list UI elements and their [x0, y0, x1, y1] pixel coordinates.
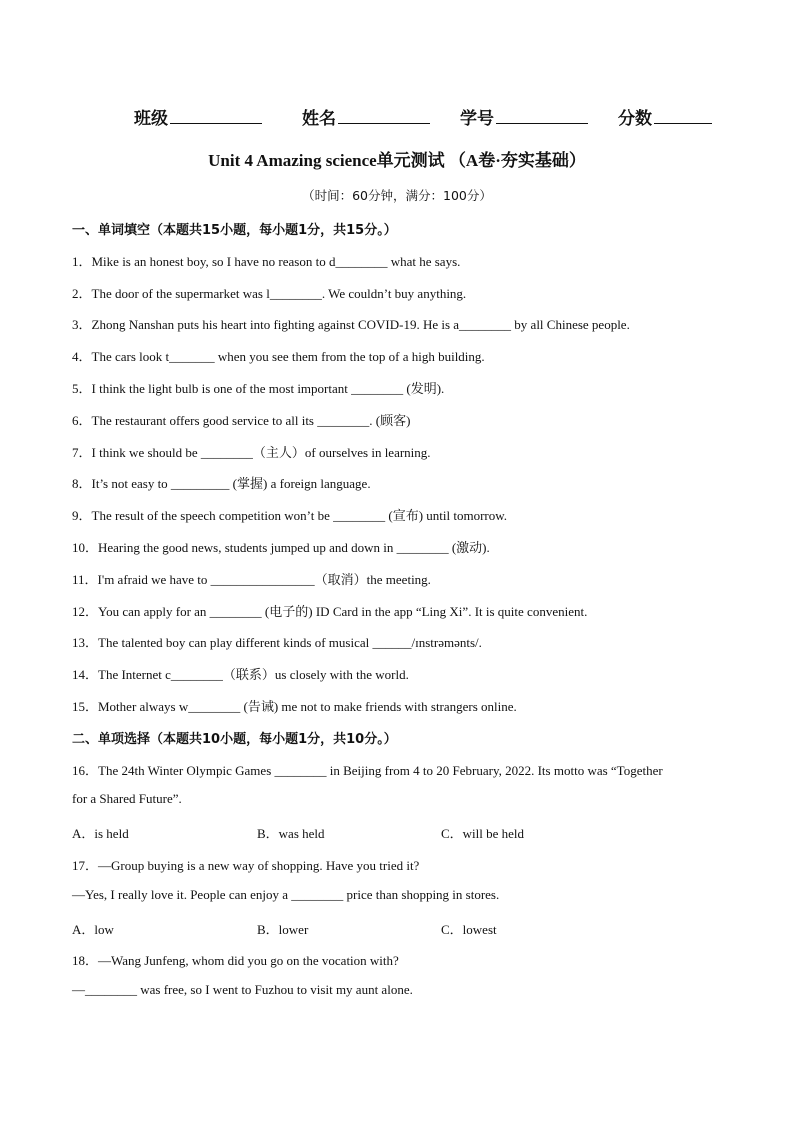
question-10: 10．Hearing the good news, students jumped up and down in ________ (激动).: [72, 540, 490, 555]
name-field: 姓名: [302, 104, 460, 129]
class-field: 班级: [134, 104, 302, 129]
score-field: 分数: [618, 104, 712, 129]
page-title: Unit 4 Amazing science单元测试 （A卷·夯实基础）: [208, 151, 586, 170]
question-5: 5．I think the light bulb is one of the most important ________ (发明).: [72, 381, 445, 396]
question-16-stem: 16．The 24th Winter Olympic Games ________ in Beijing from 4 to 20 February, 2022. Its motto was “Together: [72, 763, 663, 778]
score-blank[interactable]: [654, 107, 712, 124]
name-blank[interactable]: [338, 107, 430, 124]
class-blank[interactable]: [170, 107, 262, 124]
question-14: 14．The Internet c________（联系）us closely with the world.: [72, 667, 409, 682]
student-id-blank[interactable]: [496, 107, 588, 124]
question-6: 6．The restaurant offers good service to all its ________. (顾客): [72, 413, 411, 428]
question-12: 12．You can apply for an ________ (电子的) ID Card in the app “Ling Xi”. It is quite convenient.: [72, 604, 588, 619]
q17-option-b[interactable]: B．lower: [257, 922, 309, 937]
question-2: 2．The door of the supermarket was l________. We couldn’t buy anything.: [72, 286, 467, 301]
question-17-stem: 17．—Group buying is a new way of shopping. Have you tried it?: [72, 858, 420, 873]
q16-option-c[interactable]: C．will be held: [441, 826, 525, 841]
question-9: 9．The result of the speech competition won’t be ________ (宣布) until tomorrow.: [72, 508, 508, 523]
student-id-field: 学号: [460, 104, 618, 129]
question-11: 11．I'm afraid we have to ________________（取消）the meeting.: [72, 572, 431, 587]
q16-option-b[interactable]: B．was held: [257, 826, 325, 841]
section-1-heading: 一、单词填空（本题共15小题，每小题1分，共15分。）: [72, 223, 397, 238]
question-18-stem-cont: —________ was free, so I went to Fuzhou to visit my aunt alone.: [72, 982, 413, 997]
question-8: 8．It’s not easy to _________ (掌握) a foreign language.: [72, 476, 371, 491]
question-18-stem: 18．—Wang Junfeng, whom did you go on the vocation with?: [72, 953, 399, 968]
q17-option-a[interactable]: A．low: [72, 922, 114, 937]
question-3: 3．Zhong Nanshan puts his heart into fighting against COVID-19. He is a________ by all Chinese people.: [72, 317, 630, 332]
question-15: 15．Mother always w________ (告诫) me not to make friends with strangers online.: [72, 699, 517, 714]
q17-option-c[interactable]: C．lowest: [441, 922, 497, 937]
page-subtitle: （时间：60分钟，满分：100分）: [302, 188, 492, 203]
question-1: 1．Mike is an honest boy, so I have no reason to d________ what he says.: [72, 254, 461, 269]
question-13: 13．The talented boy can play different kinds of musical ______/ɪnstrəmənts/.: [72, 635, 482, 650]
question-16-stem-cont: for a Shared Future”.: [72, 791, 182, 806]
question-17-stem-cont: —Yes, I really love it. People can enjoy a ________ price than shopping in stores.: [72, 887, 500, 902]
question-7: 7．I think we should be ________（主人）of ourselves in learning.: [72, 445, 431, 460]
question-4: 4．The cars look t_______ when you see them from the top of a high building.: [72, 349, 485, 364]
section-2-heading: 二、单项选择（本题共10小题，每小题1分，共10分。）: [72, 732, 397, 747]
student-info-header: [134, 104, 734, 129]
q16-option-a[interactable]: A．is held: [72, 826, 129, 841]
